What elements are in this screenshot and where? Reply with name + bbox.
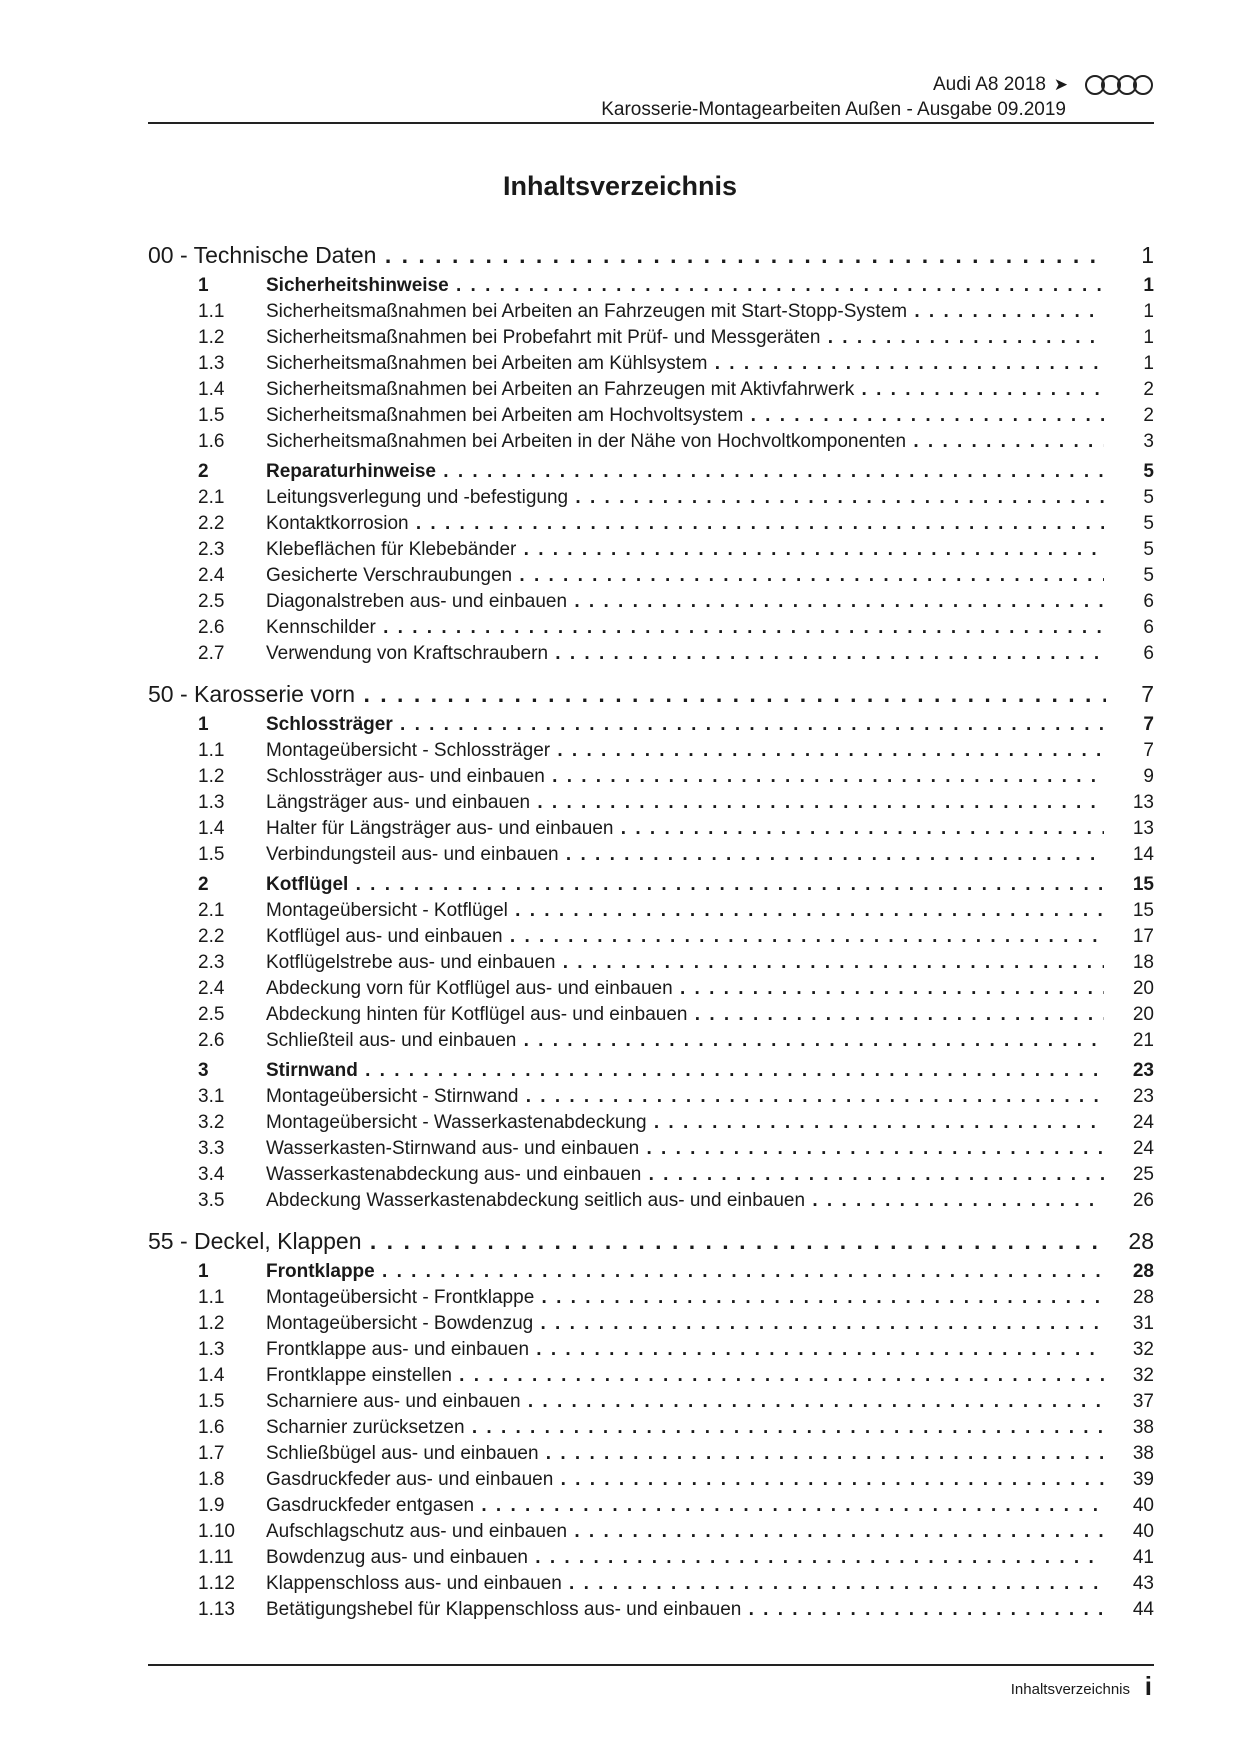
toc-subsection-title: Kotflügel xyxy=(266,874,349,895)
toc-entry-page: 1 xyxy=(1143,301,1154,322)
footer-label: Inhaltsverzeichnis xyxy=(1010,1681,1130,1698)
toc-subsection-number: 2 xyxy=(198,461,209,482)
table-of-contents xyxy=(148,238,1154,1623)
toc-entry-title-wrap xyxy=(266,738,1104,764)
toc-entry-number: 2.5 xyxy=(198,1004,225,1025)
toc-entry-title-wrap xyxy=(266,1028,1104,1054)
toc-entry[interactable] xyxy=(148,1363,1154,1389)
toc-entry-title: Aufschlagschutz aus- und einbauen xyxy=(266,1521,568,1542)
toc-entry[interactable] xyxy=(148,377,1154,403)
toc-entry-title: Verwendung von Kraftschraubern xyxy=(266,643,549,664)
toc-entry-title-wrap xyxy=(266,1002,1104,1028)
toc-entry-title: Leitungsverlegung und -befestigung xyxy=(266,487,569,508)
page-title: Inhaltsverzeichnis xyxy=(502,171,738,201)
toc-entry-number: 1.2 xyxy=(198,1313,225,1334)
toc-entry-page: 6 xyxy=(1143,617,1154,638)
toc-entry-number: 2.3 xyxy=(198,539,225,560)
toc-entry[interactable] xyxy=(148,351,1154,377)
toc-entry-title: Kontaktkorrosion xyxy=(266,513,409,534)
toc-entry-title-wrap xyxy=(266,1467,1104,1493)
toc-entry-title-wrap xyxy=(266,299,1104,325)
toc-entry-number: 1.2 xyxy=(198,766,225,787)
toc-entry-title: Sicherheitsmaßnahmen bei Arbeiten in der Nähe von Hochvoltkomponenten xyxy=(266,431,907,452)
toc-subsection[interactable] xyxy=(148,1058,1154,1084)
toc-entry-title: Gesicherte Verschraubungen xyxy=(266,565,513,586)
toc-entry[interactable] xyxy=(148,589,1154,615)
toc-entry-title: Montageübersicht - Stirnwand xyxy=(266,1086,519,1107)
toc-entry-page: 2 xyxy=(1143,405,1154,426)
toc-subsection[interactable] xyxy=(148,1259,1154,1285)
toc-subsection-title-wrap xyxy=(266,1259,1104,1285)
arrow-right-icon: ➤ xyxy=(1053,75,1068,94)
toc-entry-number: 1.5 xyxy=(198,1391,225,1412)
toc-section[interactable] xyxy=(148,677,1154,712)
toc-entry-title-wrap xyxy=(266,950,1104,976)
toc-entry[interactable] xyxy=(148,1285,1154,1311)
toc-section-page: 28 xyxy=(1128,1228,1154,1254)
toc-entry[interactable] xyxy=(148,1415,1154,1441)
toc-entry-number: 2.4 xyxy=(198,565,225,586)
toc-entry-title: Montageübersicht - Wasserkastenabdeckung xyxy=(266,1112,647,1133)
toc-entry[interactable] xyxy=(148,1441,1154,1467)
toc-entry-number: 3.1 xyxy=(198,1086,225,1107)
toc-entry-number: 3.2 xyxy=(198,1112,225,1133)
toc-entry-title-wrap xyxy=(266,1415,1104,1441)
toc-entry[interactable] xyxy=(148,537,1154,563)
toc-entry[interactable] xyxy=(148,1110,1154,1136)
toc-entry[interactable] xyxy=(148,738,1154,764)
header-divider xyxy=(148,122,1154,124)
toc-entry-title: Abdeckung hinten für Kotflügel aus- und einbauen xyxy=(266,1004,688,1025)
toc-entry[interactable] xyxy=(148,429,1154,455)
toc-entry-number: 1.11 xyxy=(198,1547,234,1568)
toc-entry-number: 1.1 xyxy=(198,1287,225,1308)
toc-subsection-title: Schlossträger xyxy=(266,714,393,735)
toc-entry-page: 6 xyxy=(1143,591,1154,612)
toc-entry-page: 5 xyxy=(1143,539,1154,560)
toc-entry-title: Montageübersicht - Kotflügel xyxy=(266,900,508,921)
toc-entry[interactable] xyxy=(148,563,1154,589)
toc-entry-page: 32 xyxy=(1132,1339,1154,1360)
toc-entry-title: Abdeckung Wasserkastenabdeckung seitlich aus- und einbauen xyxy=(266,1190,806,1211)
toc-entry-title-wrap xyxy=(266,1084,1104,1110)
toc-entry-title: Schließbügel aus- und einbauen xyxy=(266,1443,539,1464)
toc-entry-title: Bowdenzug aus- und einbauen xyxy=(266,1547,528,1568)
toc-entry-number: 1.5 xyxy=(198,844,225,865)
toc-section[interactable] xyxy=(148,1224,1154,1259)
toc-entry[interactable] xyxy=(148,1028,1154,1054)
toc-section-title-wrap xyxy=(148,238,1106,273)
toc-entry-number: 1.3 xyxy=(198,792,225,813)
toc-entry-number: 1.3 xyxy=(198,353,225,374)
toc-subsection-page: 7 xyxy=(1143,714,1154,735)
toc-entry-page: 41 xyxy=(1132,1547,1154,1568)
toc-entry-title: Sicherheitsmaßnahmen bei Probefahrt mit Prüf- und Messgeräten xyxy=(266,327,821,348)
toc-entry-page: 1 xyxy=(1143,353,1154,374)
toc-entry-page: 43 xyxy=(1132,1573,1154,1594)
toc-entry-title: Frontklappe einstellen xyxy=(266,1365,452,1386)
toc-entry-number: 3.5 xyxy=(198,1190,225,1211)
toc-entry[interactable] xyxy=(148,924,1154,950)
toc-entry[interactable] xyxy=(148,816,1154,842)
toc-entry-title-wrap xyxy=(266,351,1104,377)
toc-entry-title-wrap xyxy=(266,1162,1104,1188)
toc-entry-page: 18 xyxy=(1132,952,1154,973)
toc-entry[interactable] xyxy=(148,1311,1154,1337)
toc-entry-title-wrap xyxy=(266,1571,1104,1597)
toc-entry-number: 2.2 xyxy=(198,926,225,947)
toc-entry-title: Sicherheitsmaßnahmen bei Arbeiten an Fahrzeugen mit Start-Stopp-System xyxy=(266,301,908,322)
toc-entry-title-wrap xyxy=(266,485,1104,511)
toc-entry-title-wrap xyxy=(266,842,1104,868)
toc-entry-title: Montageübersicht - Schlossträger xyxy=(266,740,551,761)
toc-entry-title-wrap xyxy=(266,764,1104,790)
toc-entry-number: 1.4 xyxy=(198,818,225,839)
toc-entry-title: Klappenschloss aus- und einbauen xyxy=(266,1573,562,1594)
toc-entry-number: 1.10 xyxy=(198,1521,235,1542)
toc-subsection-number: 3 xyxy=(198,1060,209,1081)
toc-subsection-page: 5 xyxy=(1143,461,1154,482)
toc-entry-title-wrap xyxy=(266,816,1104,842)
toc-entry-page: 20 xyxy=(1132,1004,1154,1025)
toc-entry[interactable] xyxy=(148,842,1154,868)
toc-entry[interactable] xyxy=(148,403,1154,429)
toc-entry-page: 44 xyxy=(1132,1599,1154,1620)
toc-entry-title: Kotflügelstrebe aus- und einbauen xyxy=(266,952,556,973)
toc-entry-number: 2.1 xyxy=(198,487,225,508)
four-rings-logo-icon xyxy=(1084,74,1154,96)
toc-entry-number: 1.4 xyxy=(198,1365,225,1386)
toc-subsection-page: 28 xyxy=(1132,1261,1154,1282)
toc-entry-page: 40 xyxy=(1132,1495,1154,1516)
toc-entry[interactable] xyxy=(148,485,1154,511)
toc-entry-title-wrap xyxy=(266,1389,1104,1415)
toc-entry[interactable] xyxy=(148,299,1154,325)
toc-entry-page: 7 xyxy=(1143,740,1154,761)
toc-entry[interactable] xyxy=(148,641,1154,667)
toc-entry-title: Sicherheitsmaßnahmen bei Arbeiten am Kühlsystem xyxy=(266,353,708,374)
toc-entry-number: 3.3 xyxy=(198,1138,225,1159)
toc-entry-title: Kennschilder xyxy=(266,617,376,638)
toc-entry-title-wrap xyxy=(266,1441,1104,1467)
toc-entry-page: 37 xyxy=(1132,1391,1154,1412)
toc-section-title: 00 - Technische Daten xyxy=(148,242,377,268)
toc-subsection-title-wrap xyxy=(266,1058,1104,1084)
toc-entry-title-wrap xyxy=(266,898,1104,924)
toc-subsection-title: Sicherheitshinweise xyxy=(266,275,449,296)
toc-entry-title: Gasdruckfeder entgasen xyxy=(266,1495,475,1516)
toc-entry-title: Wasserkasten-Stirnwand aus- und einbauen xyxy=(266,1138,640,1159)
toc-entry-number: 2.2 xyxy=(198,513,225,534)
toc-entry-title-wrap xyxy=(266,1188,1104,1214)
toc-entry-number: 2.7 xyxy=(198,643,225,664)
toc-entry[interactable] xyxy=(148,1188,1154,1214)
footer-page-number: i xyxy=(1144,1671,1152,1701)
toc-entry-page: 17 xyxy=(1132,926,1154,947)
toc-entry[interactable] xyxy=(148,1519,1154,1545)
toc-entry[interactable] xyxy=(148,1162,1154,1188)
toc-entry-page: 38 xyxy=(1132,1443,1154,1464)
toc-entry-number: 3.4 xyxy=(198,1164,225,1185)
toc-entry[interactable] xyxy=(148,1597,1154,1623)
toc-subsection-title-wrap xyxy=(266,273,1104,299)
toc-entry[interactable] xyxy=(148,764,1154,790)
toc-entry-title-wrap xyxy=(266,1285,1104,1311)
toc-subsection[interactable] xyxy=(148,459,1154,485)
toc-entry-page: 5 xyxy=(1143,565,1154,586)
toc-entry[interactable] xyxy=(148,511,1154,537)
toc-entry-page: 13 xyxy=(1132,792,1154,813)
toc-entry-title-wrap xyxy=(266,429,1104,455)
toc-section-page: 1 xyxy=(1141,242,1154,268)
toc-subsection-title-wrap xyxy=(266,459,1104,485)
toc-entry-title: Montageübersicht - Bowdenzug xyxy=(266,1313,534,1334)
toc-subsection-number: 1 xyxy=(198,275,209,296)
toc-entry-title: Längsträger aus- und einbauen xyxy=(266,792,531,813)
toc-entry-title-wrap xyxy=(266,1110,1104,1136)
toc-entry-number: 2.6 xyxy=(198,1030,225,1051)
toc-entry[interactable] xyxy=(148,1084,1154,1110)
toc-entry-title: Gasdruckfeder aus- und einbauen xyxy=(266,1469,554,1490)
toc-subsection-page: 15 xyxy=(1132,874,1154,895)
toc-entry-page: 23 xyxy=(1132,1086,1154,1107)
toc-subsection-title-wrap xyxy=(266,712,1104,738)
toc-entry-title-wrap xyxy=(266,403,1104,429)
toc-entry-title-wrap xyxy=(266,325,1104,351)
toc-entry-number: 1.7 xyxy=(198,1443,225,1464)
toc-entry-page: 14 xyxy=(1132,844,1154,865)
toc-entry[interactable] xyxy=(148,1545,1154,1571)
toc-entry-page: 5 xyxy=(1143,513,1154,534)
header-subtitle: Karosserie-Montagearbeiten Außen - Ausgabe 09.2019 xyxy=(601,99,1066,120)
toc-entry-number: 1.6 xyxy=(198,1417,225,1438)
toc-entry-title-wrap xyxy=(266,589,1104,615)
toc-entry[interactable] xyxy=(148,976,1154,1002)
toc-entry-title: Scharniere aus- und einbauen xyxy=(266,1391,521,1412)
toc-entry[interactable] xyxy=(148,1002,1154,1028)
toc-entry-title: Sicherheitsmaßnahmen bei Arbeiten am Hochvoltsystem xyxy=(266,405,744,426)
toc-entry-title-wrap xyxy=(266,1311,1104,1337)
toc-entry-title-wrap xyxy=(266,1545,1104,1571)
toc-entry-page: 20 xyxy=(1132,978,1154,999)
toc-entry-number: 1.1 xyxy=(198,301,225,322)
toc-entry-number: 1.5 xyxy=(198,405,225,426)
toc-subsection[interactable] xyxy=(148,712,1154,738)
toc-entry-page: 24 xyxy=(1132,1138,1154,1159)
toc-section-title: 50 - Karosserie vorn xyxy=(148,681,356,707)
toc-entry-title-wrap xyxy=(266,511,1104,537)
toc-entry-number: 1.13 xyxy=(198,1599,235,1620)
toc-subsection-title: Reparaturhinweise xyxy=(266,461,436,482)
toc-entry-title: Montageübersicht - Frontklappe xyxy=(266,1287,535,1308)
toc-subsection-page: 1 xyxy=(1143,275,1154,296)
header-model: Audi A8 2018 xyxy=(932,74,1046,95)
toc-entry-number: 2.1 xyxy=(198,900,225,921)
toc-section-title-wrap xyxy=(148,677,1106,712)
toc-entry-page: 32 xyxy=(1132,1365,1154,1386)
toc-entry-title-wrap xyxy=(266,1136,1104,1162)
toc-subsection-title: Stirnwand xyxy=(266,1060,358,1081)
toc-entry-title: Klebeflächen für Klebebänder xyxy=(266,539,517,560)
toc-entry-page: 24 xyxy=(1132,1112,1154,1133)
toc-entry-page: 1 xyxy=(1143,327,1154,348)
toc-entry-page: 26 xyxy=(1132,1190,1154,1211)
toc-subsection-page: 23 xyxy=(1132,1060,1154,1081)
toc-entry-title-wrap xyxy=(266,537,1104,563)
toc-entry-title-wrap xyxy=(266,1519,1104,1545)
toc-entry-title-wrap xyxy=(266,1363,1104,1389)
toc-entry-page: 15 xyxy=(1132,900,1154,921)
toc-entry-number: 2.5 xyxy=(198,591,225,612)
footer-divider xyxy=(148,1664,1154,1666)
toc-entry[interactable] xyxy=(148,1389,1154,1415)
toc-subsection[interactable] xyxy=(148,872,1154,898)
toc-entry[interactable] xyxy=(148,615,1154,641)
page-header xyxy=(148,70,1154,122)
toc-entry-title-wrap xyxy=(266,924,1104,950)
toc-entry-title: Kotflügel aus- und einbauen xyxy=(266,926,503,947)
toc-entry-number: 2.6 xyxy=(198,617,225,638)
toc-section-page: 7 xyxy=(1141,681,1154,707)
toc-entry-page: 40 xyxy=(1132,1521,1154,1542)
toc-entry[interactable] xyxy=(148,1493,1154,1519)
toc-entry-title: Scharnier zurücksetzen xyxy=(266,1417,465,1438)
toc-entry-number: 1.12 xyxy=(198,1573,235,1594)
toc-entry-number: 2.4 xyxy=(198,978,225,999)
toc-entry-title-wrap xyxy=(266,641,1104,667)
toc-entry-page: 21 xyxy=(1132,1030,1154,1051)
toc-entry-number: 2.3 xyxy=(198,952,225,973)
toc-entry-title-wrap xyxy=(266,1597,1104,1623)
toc-entry[interactable] xyxy=(148,1337,1154,1363)
toc-entry-page: 31 xyxy=(1132,1313,1154,1334)
toc-entry-title: Verbindungsteil aus- und einbauen xyxy=(266,844,559,865)
toc-subsection-title: Frontklappe xyxy=(266,1261,375,1282)
toc-section-title: 55 - Deckel, Klappen xyxy=(148,1228,362,1254)
toc-entry-title: Schließteil aus- und einbauen xyxy=(266,1030,517,1051)
toc-section[interactable] xyxy=(148,238,1154,273)
toc-entry-title: Diagonalstreben aus- und einbauen xyxy=(266,591,568,612)
toc-entry-page: 39 xyxy=(1132,1469,1154,1490)
toc-entry-page: 13 xyxy=(1132,818,1154,839)
toc-entry-title: Abdeckung vorn für Kotflügel aus- und einbauen xyxy=(266,978,673,999)
toc-entry-title: Wasserkastenabdeckung aus- und einbauen xyxy=(266,1164,642,1185)
toc-entry-page: 25 xyxy=(1132,1164,1154,1185)
toc-entry[interactable] xyxy=(148,790,1154,816)
toc-entry-title-wrap xyxy=(266,615,1104,641)
toc-entry-page: 9 xyxy=(1143,766,1154,787)
toc-entry[interactable] xyxy=(148,1571,1154,1597)
toc-entry-page: 2 xyxy=(1143,379,1154,400)
toc-entry-page: 3 xyxy=(1143,431,1154,452)
toc-entry-number: 1.1 xyxy=(198,740,225,761)
toc-subsection-title-wrap xyxy=(266,872,1104,898)
toc-entry[interactable] xyxy=(148,1467,1154,1493)
toc-entry-number: 1.8 xyxy=(198,1469,225,1490)
toc-entry-title: Betätigungshebel für Klappenschloss aus- und einbauen xyxy=(266,1599,742,1620)
toc-entry-number: 1.6 xyxy=(198,431,225,452)
toc-subsection-number: 2 xyxy=(198,874,209,895)
toc-subsection-number: 1 xyxy=(198,714,209,735)
toc-entry-title: Schlossträger aus- und einbauen xyxy=(266,766,545,787)
toc-entry-title-wrap xyxy=(266,790,1104,816)
toc-entry-title-wrap xyxy=(266,377,1104,403)
toc-entry-title-wrap xyxy=(266,563,1104,589)
toc-subsection-number: 1 xyxy=(198,1261,209,1282)
toc-entry-title: Sicherheitsmaßnahmen bei Arbeiten an Fahrzeugen mit Aktivfahrwerk xyxy=(266,379,855,400)
toc-entry[interactable] xyxy=(148,1136,1154,1162)
toc-entry-title-wrap xyxy=(266,976,1104,1002)
toc-entry-page: 28 xyxy=(1132,1287,1154,1308)
toc-section-title-wrap xyxy=(148,1224,1106,1259)
toc-entry-page: 6 xyxy=(1143,643,1154,664)
toc-entry-title-wrap xyxy=(266,1337,1104,1363)
toc-entry-number: 1.9 xyxy=(198,1495,225,1516)
toc-entry-number: 1.3 xyxy=(198,1339,225,1360)
toc-entry-number: 1.4 xyxy=(198,379,225,400)
toc-entry-page: 5 xyxy=(1143,487,1154,508)
toc-subsection[interactable] xyxy=(148,273,1154,299)
toc-entry-number: 1.2 xyxy=(198,327,225,348)
toc-entry[interactable] xyxy=(148,898,1154,924)
toc-entry[interactable] xyxy=(148,325,1154,351)
toc-entry[interactable] xyxy=(148,950,1154,976)
toc-entry-page: 38 xyxy=(1132,1417,1154,1438)
toc-entry-title-wrap xyxy=(266,1493,1104,1519)
toc-entry-title: Halter für Längsträger aus- und einbauen xyxy=(266,818,614,839)
toc-entry-title: Frontklappe aus- und einbauen xyxy=(266,1339,530,1360)
